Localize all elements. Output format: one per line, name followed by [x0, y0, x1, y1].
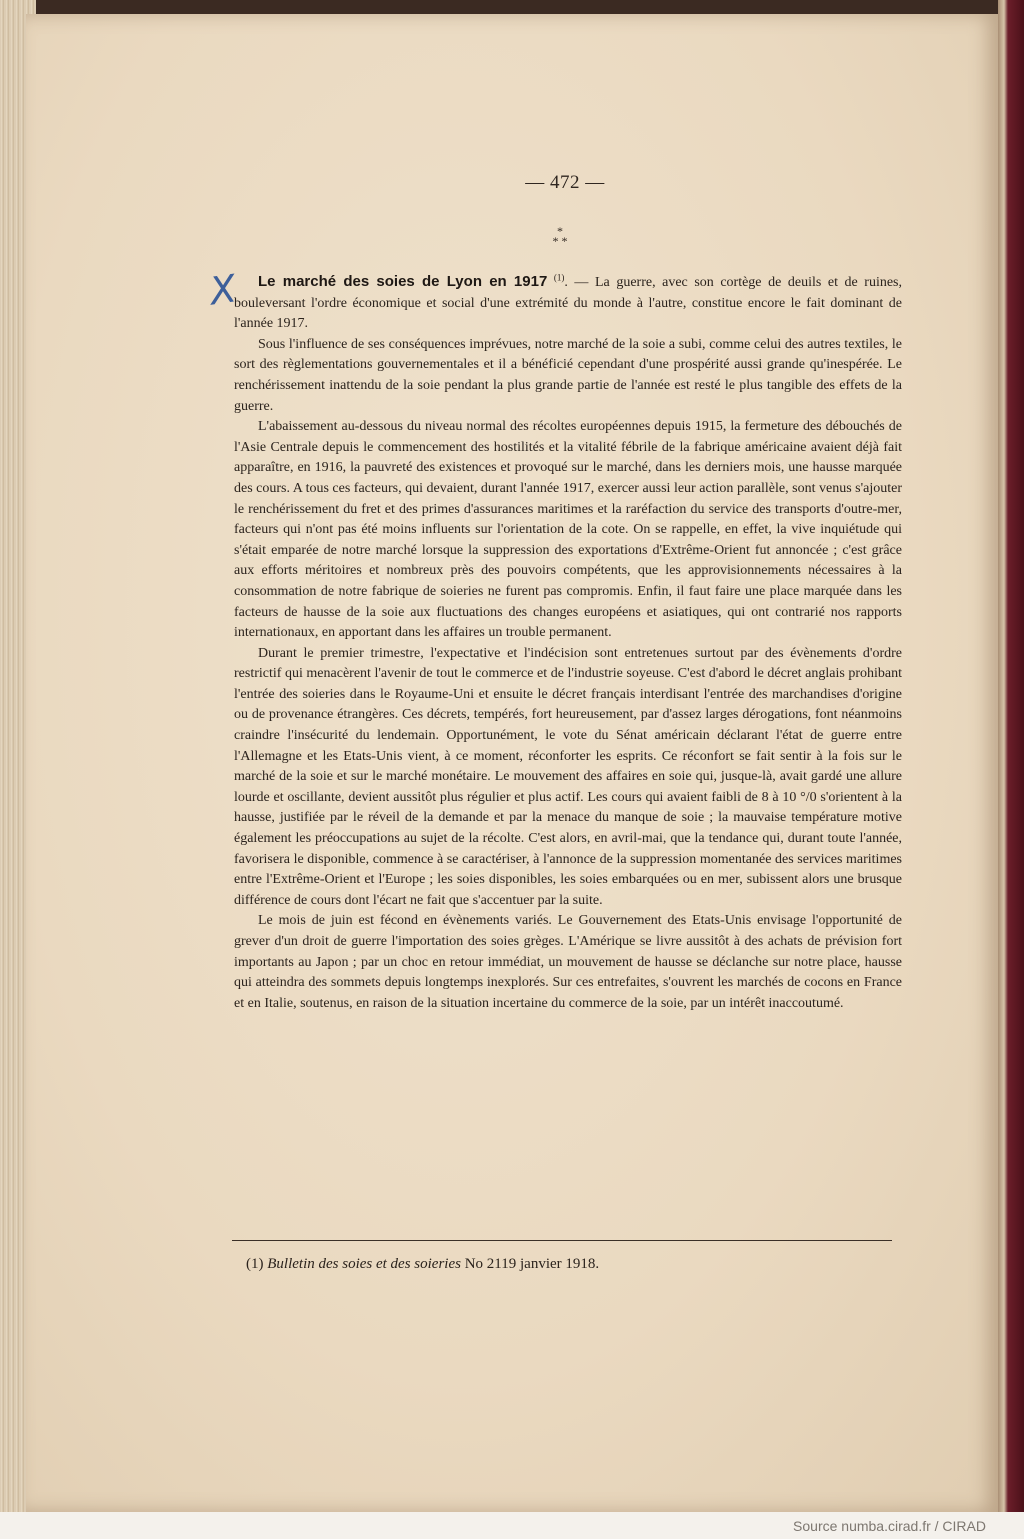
article-paragraph: L'abaissement au-dessous du niveau normal des récoltes européennes depuis 1915, la fermeture des débouchés de l'Asie Centrale depuis le commencement des hostilités et la vitalité fébrile de la fabrique américaine avaient déjà fait apparaître, en 1916, la pauvreté des existences et provoqué sur le marché, dans les derniers mois, une hausse marquée des cours. A tous ces facteurs, qui devaient, durant l'année 1917, exercer aussi leur action parallèle, sont venus s'ajouter le renchérissement du fret et des primes d'assurances maritimes et la raréfaction du service des transports d'outre-mer, facteurs qui n'ont pas été moins influents sur l'orientation de la cote. On se rappelle, en effet, la vive inquiétude qui s'était emparée de notre marché lorsque la suppression des exportations d'Extrême-Orient fut annoncée ; c'est grâce aux efforts méritoires et nombreux près des pouvoirs compétents, que les approvisionnements nécessaires à la consommation de notre fabrique de soieries ne furent pas compromis. Enfin, il faut faire une place marquée dans les facteurs de hausse de la soie aux fluctuations des changes européens et asiatiques, qui ont contrarié nos rapports internationaux, en apportant dans les affaires un trouble permanent.: [234, 419, 902, 641]
article-body: [234, 272, 902, 1014]
page-number: — 472 —: [525, 172, 605, 193]
article-heading: Le marché des soies de Lyon en 1917: [258, 273, 548, 290]
section-asterism: * * *: [552, 224, 568, 248]
article-paragraph: Le mois de juin est fécond en évènements variés. Le Gouvernement des Etats-Unis envisage l'opportunité de grever d'un droit de guerre l'importation des soies grèges. L'Amérique se livre aussitôt à des achats de prévision fort importants au Japon ; par un choc en retour immédiat, un mouvement de hausse se déclanche sur notre place, hausse qui atteindra des sommets depuis longtemps inexplorés. Sur ces entrefaites, s'ouvrent les marchés de cocons en France et en Italie, soutenus, en raison de la situation incertaine du commerce de la soie, par un intérêt inaccoutumé.: [234, 913, 902, 1011]
footnote-marker: (1): [246, 1256, 264, 1272]
source-caption: Source numba.cirad.fr / CIRAD: [793, 1518, 986, 1534]
handwritten-margin-mark: X: [207, 266, 239, 314]
footnote-divider: [232, 1240, 892, 1241]
article-paragraph: Durant le premier trimestre, l'expectative et l'indécision sont entretenues surtout par des évènements d'ordre restrictif qui menacèrent l'avenir de tout le commerce et de l'industrie soyeuse. C'est d'abord le décret anglais prohibant l'entrée des soieries dans le Royaume-Uni et ensuite le décret français interdisant l'entrée des marchandises d'origine ou de provenance étrangères. Ces décrets, tempérés, fort heureusement, par d'assez larges dérogations, font néanmoins craindre l'insécurité du lendemain. Opportunément, le vote du Sénat américain déclarant l'état de guerre entre l'Allemagne et les Etats-Unis vient, à ce moment, réconforter les esprits. Ce réconfort se fait sentir à la fois sur le marché de la soie et sur le marché monétaire. Le mouvement des affaires en soie qui, jusque-là, avait gardé une allure lourde et oscillante, devient aussitôt plus régulier et plus actif. Les cours qui avaient faibli de 8 à 10 °/0 s'orientent à la hausse, justifiée par le réveil de la demande et par la menace du manque de soie ; la mauvaise température motive également les préoccupations au sujet de la récolte. C'est alors, en avril-mai, que la tendance qui, durant toute l'année, favorisera le disponible, commence à se caractériser, à l'annonce de la suppression momentanée des services maritimes entre l'Extrême-Orient et l'Europe ; les soies disponibles, les soies embarquées ou en mer, subissent alors une brusque différence de cours dont l'écart ne fait que s'accentuer par la suite.: [234, 645, 902, 908]
article-paragraph: Sous l'influence de ses conséquences imprévues, notre marché de la soie a subi, comme celui des autres textiles, le sort des règlementations gouvernementales et il a bénéficié cependant d'une prospérité aussi grande qu'inespérée. Le renchérissement inattendu de la soie pendant la plus grande partie de l'année est resté le plus tangible des effets de la guerre.: [234, 336, 902, 414]
paragraph-text: . — La guerre, avec son cortège de deuils et de ruines, bouleversant l'ordre économique et social d'une extrémité du monde à l'autre, constitue encore le fait dominant de l'année 1917.: [234, 275, 902, 332]
footnote: [246, 1256, 886, 1273]
article-paragraph: [234, 272, 902, 335]
heading-footnote-ref: (1): [553, 272, 565, 283]
footnote-title: Bulletin des soies et des soieries: [267, 1256, 461, 1272]
book-cover-edge: [998, 0, 1024, 1512]
footnote-detail: No 2119 janvier 1918.: [464, 1256, 600, 1272]
